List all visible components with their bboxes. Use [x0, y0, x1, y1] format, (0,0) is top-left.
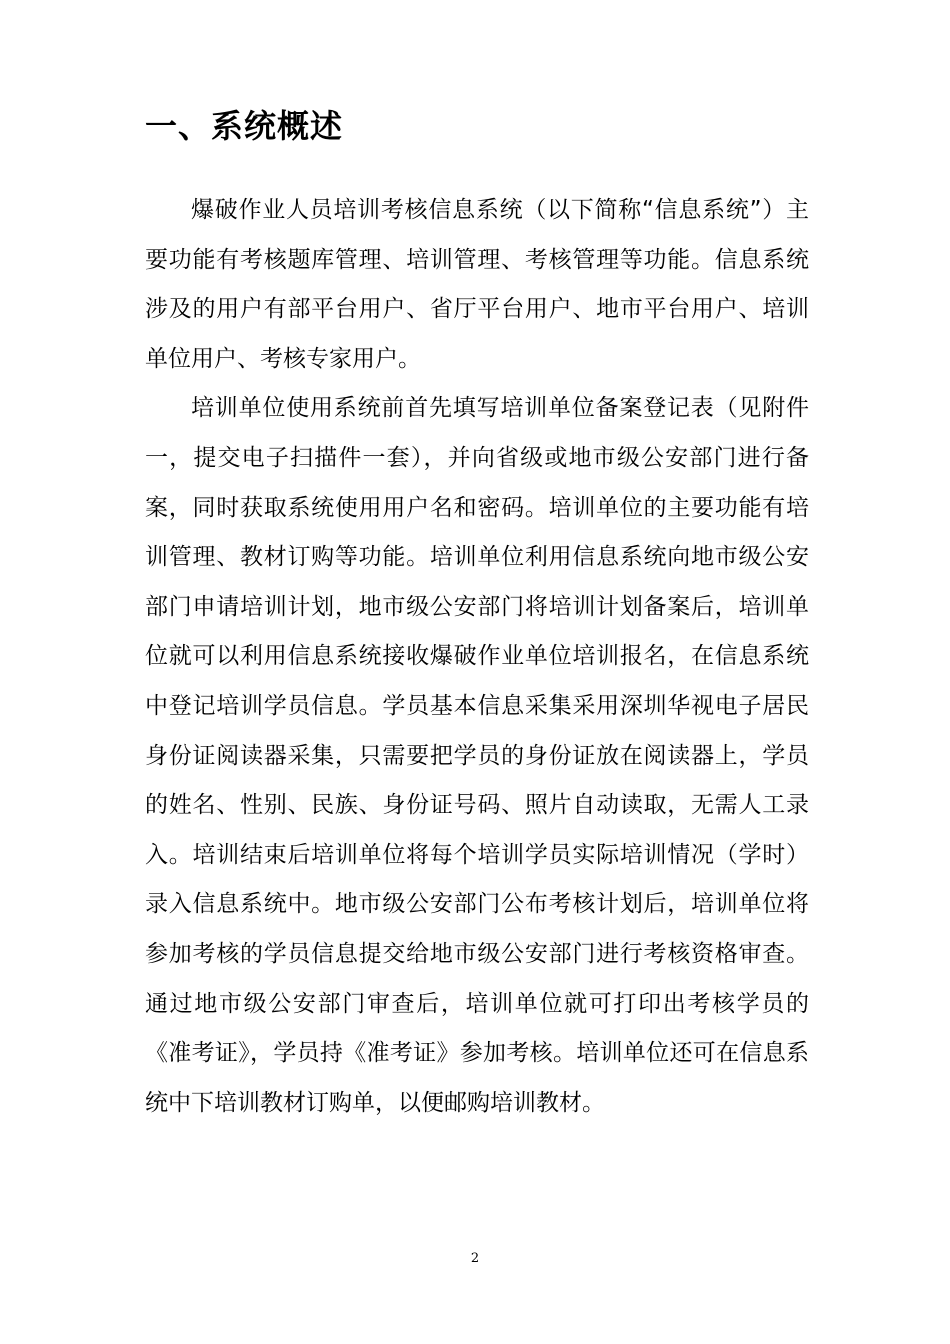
section-heading: 一、系统概述 — [145, 107, 344, 145]
paragraph-training-unit: 培训单位使用系统前首先填写培训单位备案登记表（见附件一，提交电子扫描件一套），并向省级或地市级公安部门进行备案，同时获取系统使用用户名和密码。培训单位的主要功能有培训管理、教材订购等功能。培训单位利用信息系统向地市级公安部门申请培训计划，地市级公安部门将培训计划备案后，培训单位就可以利用信息系统接收爆破作业单位培训报名，在信息系统中登记培训学员信息。学员基本信息采集采用深圳华视电子居民身份证阅读器采集，只需要把学员的身份证放在阅读器上，学员的姓名、性别、民族、身份证号码、照片自动读取，无需人工录入。培训结束后培训单位将每个培训学员实际培训情况（学时）录入信息系统中。地市级公安部门公布考核计划后，培训单位将参加考核的学员信息提交给地市级公安部门进行考核资格审查。通过地市级公安部门审查后，培训单位就可打印出考核学员的《准考证》，学员持《准考证》参加考核。培训单位还可在信息系统中下培训教材订购单，以便邮购培训教材。 — [145, 395, 809, 1116]
paragraph-overview: 爆破作业人员培训考核信息系统（以下简称“信息系统”）主要功能有考核题库管理、培训管理、考核管理等功能。信息系统涉及的用户有部平台用户、省厅平台用户、地市平台用户、培训单位用户、考核专家用户。 — [145, 197, 809, 372]
section-body — [145, 186, 809, 1128]
page-number: 2 — [470, 1251, 480, 1266]
